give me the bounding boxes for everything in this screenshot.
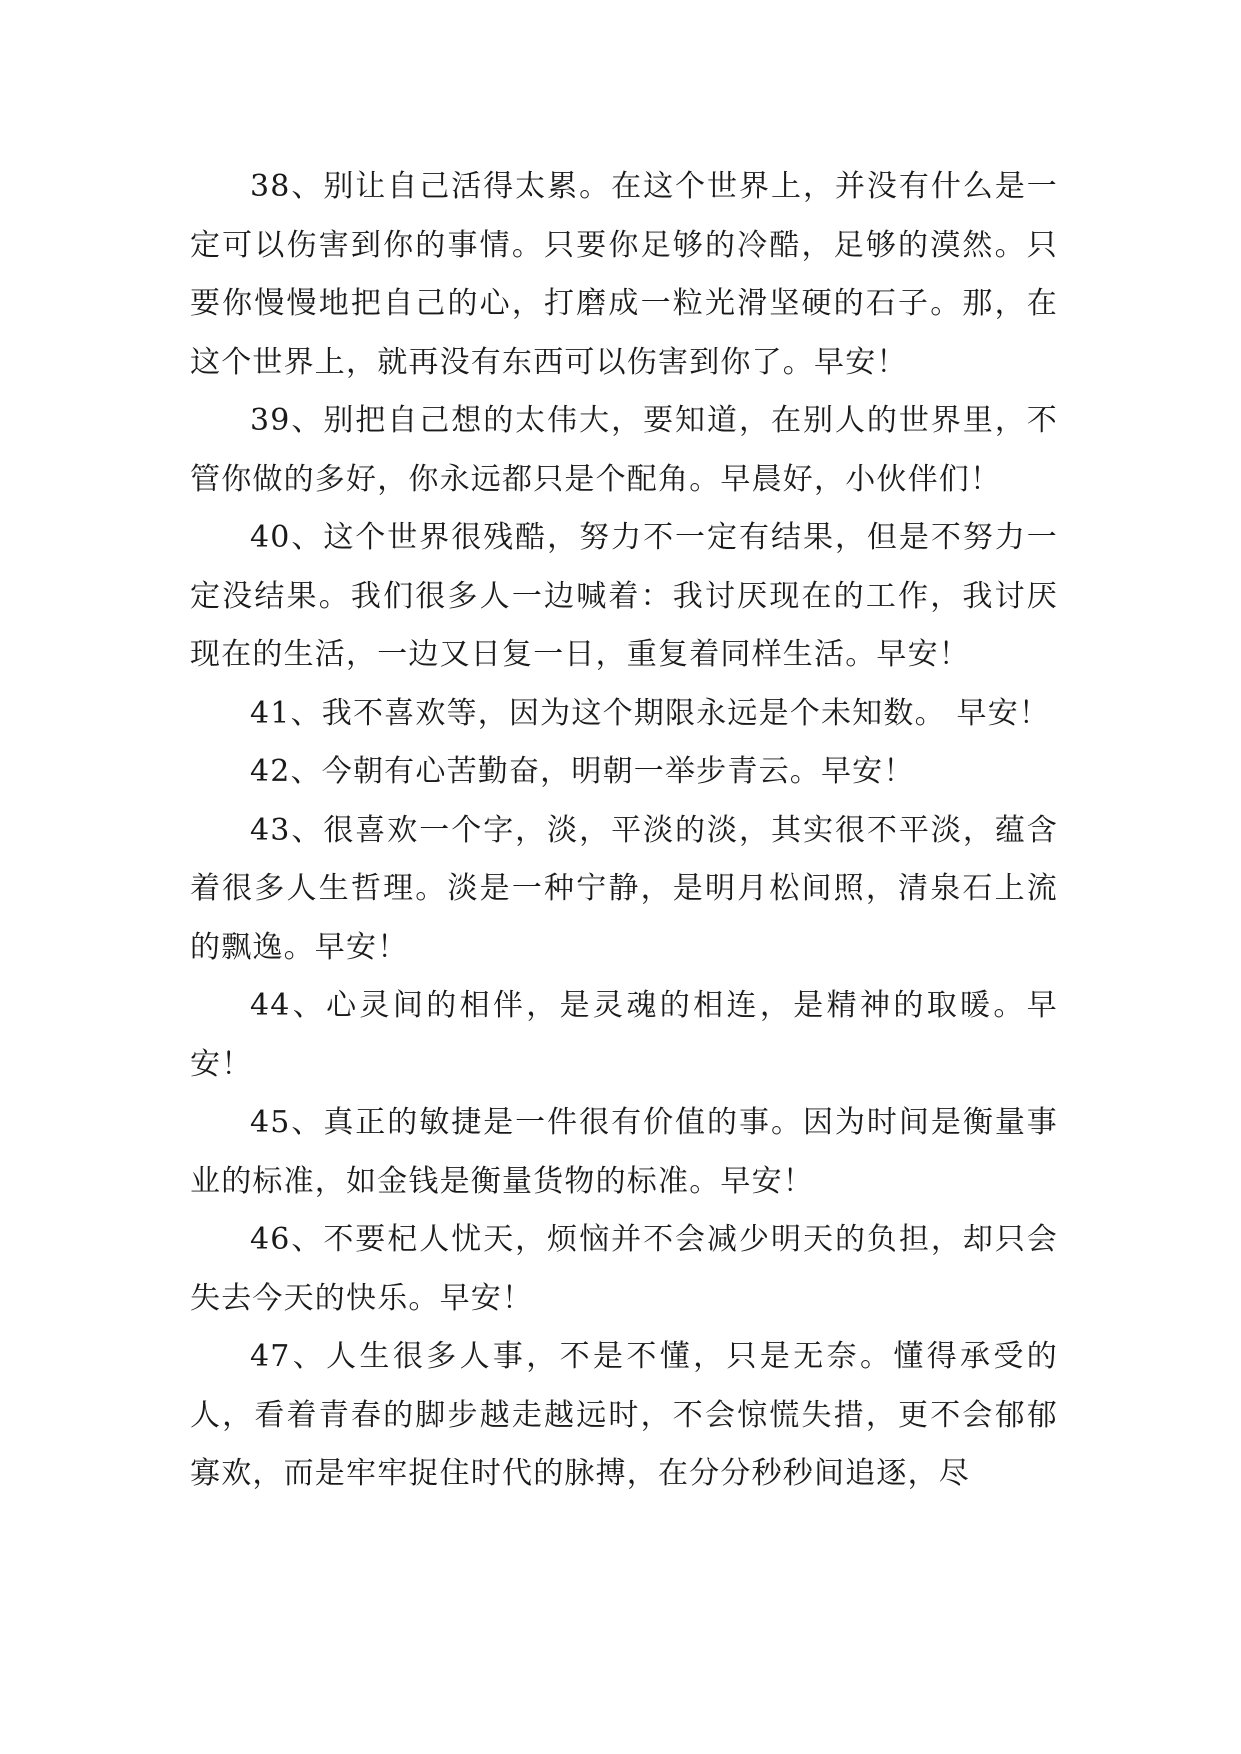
document-body: [190, 158, 1058, 1504]
paragraph-41: 41、我不喜欢等，因为这个期限永远是个未知数。 早安！: [250, 695, 1051, 731]
paragraph-44: 44、心灵间的相伴，是灵魂的相连，是精神的取暖。早安！: [190, 988, 1058, 1082]
paragraph-38: 38、别让自己活得太累。在这个世界上，并没有什么是一定可以伤害到你的事情。只要你足够的冷酷，足够的漠然。只要你慢慢地把自己的心，打磨成一粒光滑坚硬的石子。那，在这个世界上，就再没有东西可以伤害到你了。早安！: [190, 169, 1058, 380]
paragraph-40: 40、这个世界很残酷，努力不一定有结果，但是不努力一定没结果。我们很多人一边喊着：我讨厌现在的工作，我讨厌现在的生活，一边又日复一日，重复着同样生活。早安！: [190, 520, 1058, 672]
paragraph-43: 43、很喜欢一个字，淡，平淡的淡，其实很不平淡，蕴含着很多人生哲理。淡是一种宁静，是明月松间照，清泉石上流的飘逸。早安！: [190, 812, 1058, 965]
paragraph-45: 45、真正的敏捷是一件很有价值的事。因为时间是衡量事业的标准，如金钱是衡量货物的标准。早安！: [190, 1105, 1058, 1199]
paragraph-46: 46、不要杞人忧天，烦恼并不会减少明天的负担，却只会失去今天的快乐。早安！: [190, 1222, 1058, 1316]
paragraph-47: 47、人生很多人事，不是不懂，只是无奈。懂得承受的人，看着青春的脚步越走越远时，不会惊慌失措，更不会郁郁寡欢，而是牢牢捉住时代的脉搏，在分分秒秒间追逐，尽: [190, 1339, 1058, 1491]
paragraph-39: 39、别把自己想的太伟大，要知道，在别人的世界里，不管你做的多好，你永远都只是个配角。早晨好，小伙伴们！: [190, 403, 1058, 497]
paragraph-42: 42、今朝有心苦勤奋，明朝一举步青云。早安！: [250, 754, 915, 789]
